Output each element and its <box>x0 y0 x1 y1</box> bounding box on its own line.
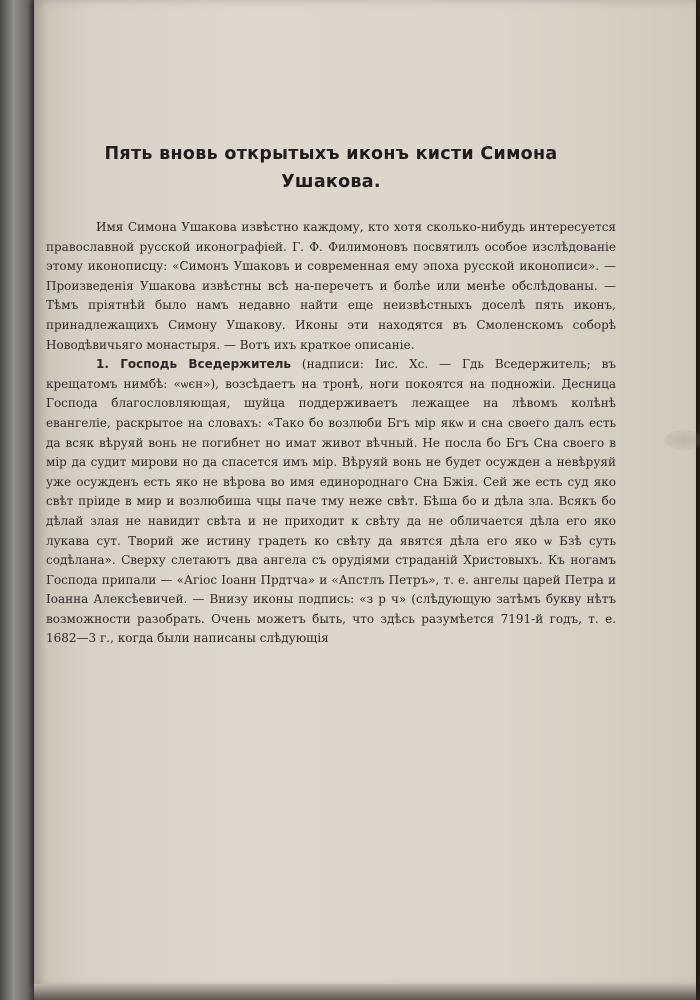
book-edge <box>0 0 34 1000</box>
paragraph-text: (надписи: Іис. Хс. — Гдь Вседержитель; въ крещатомъ нимбѣ: «ѡєн»), возсѣдаетъ на тронѣ, ноги покоятся на подножіи. Десница Господа благословляющая, шуйца поддерживаетъ лежащее на лѣвомъ колѣнѣ евангеліе, раскрытое на словахъ: «Тако бо возлюби Бгъ мір якѡ и сна своего далъ есть да всяк вѣруяй вонь не погибнет но имат живот вѣчный. Не посла бо Бгъ Сна своего в мір да судит мирови но да спасется имъ мір. Вѣруяй вонь не будет осужден а невѣруяй уже осужденъ есть яко не вѣрова во имя единороднаго Сна Бжія. Сей же есть суд яко свѣт пріиде в мир и возлюбиша чцы паче тму неже свѣт. Бѣша бо и дѣла зла. Всякъ бо дѣлай злая не навидит свѣта и не приходит к свѣту да не обличается дѣла его яко лукава сут. Творий же истину градеть ко свѣту да явятся дѣла его яко ѡ Бзѣ суть содѣлана». Сверху слетаютъ два ангела съ орудіями страданій Христовыхъ. Къ ногамъ Господа припали — «Агіос Іоанн Прдтча» и «Апстлъ Петръ», т. е. ангелы царей Петра и Іоанна Алексѣевичей. — Внизу иконы подпись: «з р ч» (слѣдующую затѣмъ букву нѣтъ возможности разобрать. Очень можетъ быть, что здѣсь разумѣется 7191-й годъ, т. е. 1682—3 г., когда были написаны слѣдующія <box>46 357 616 646</box>
paragraph-intro <box>46 218 616 355</box>
page-title: Пять вновь открытыхъ иконъ кисти Симона Ушакова. <box>104 144 558 192</box>
page-bottom-edge <box>34 984 696 1000</box>
page-content <box>46 140 616 649</box>
paragraph-lead: 1. Господь Вседержитель <box>96 357 291 372</box>
paragraph-text: Имя Симона Ушакова извѣстно каждому, кто хотя сколько-нибудь интересуется православной русской иконографіей. Г. Ф. Филимоновъ посвятилъ особое изслѣдованіе этому иконописцу: «Симонъ Ушаковъ и современная ему эпоха русской иконописи». — Произведенія Ушакова извѣстны всѣ на-перечетъ и болѣе или менѣе обслѣдованы. — Тѣмъ пріятнѣй было намъ недавно найти еще неизвѣстныхъ доселѣ пять иконъ, принадлежащихъ Симону Ушакову. Иконы эти находятся въ Смоленскомъ соборѣ Новодѣвичьяго монастыря. — Вотъ ихъ краткое описаніе. <box>46 220 616 352</box>
paragraph-icon-1 <box>46 355 616 649</box>
paper-stain <box>664 430 700 450</box>
